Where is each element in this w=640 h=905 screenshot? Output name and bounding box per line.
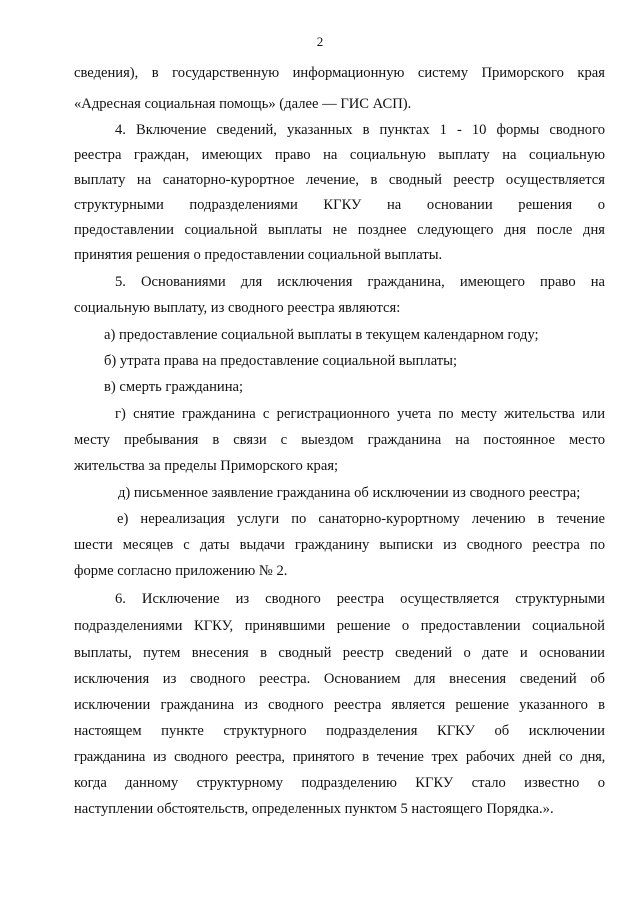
text-line: жительства за пределы Приморского края; xyxy=(74,458,339,474)
text-line: месту пребывания в связи с выездом гражданина на постоянное место xyxy=(74,432,605,448)
list-item-v: в) смерть гражданина; xyxy=(104,379,244,395)
list-item-e: е) нереализация услуги по санаторно-курортному лечению в течение xyxy=(117,511,605,527)
text-line: структурными подразделениями КГКУ на основании решения о xyxy=(74,197,605,213)
text-line: подразделениями КГКУ, принявшими решение о предоставлении социальной xyxy=(74,618,605,634)
paragraph-4-first-line: 4. Включение сведений, указанных в пунктах 1 - 10 формы сводного xyxy=(115,122,605,138)
text-line: принятия решения о предоставлении социальной выплаты. xyxy=(74,247,443,263)
text-line: «Адресная социальная помощь» (далее — ГИС АСП). xyxy=(74,96,412,112)
text-line: гражданина из сводного реестра, принятого в течение трех рабочих дней со дня, xyxy=(74,749,605,765)
text-line: исключении гражданина из сводного реестра является решение указанного в xyxy=(74,697,605,713)
list-item-d: д) письменное заявление гражданина об исключении из сводного реестра; xyxy=(118,485,581,501)
text-line: наступлении обстоятельств, определенных пунктом 5 настоящего Порядка.». xyxy=(74,801,554,817)
text-line: предоставлении социальной выплаты не позднее следующего дня после дня xyxy=(74,222,605,238)
list-item-a: а) предоставление социальной выплаты в текущем календарном году; xyxy=(104,327,539,343)
paragraph-5-first-line: 5. Основаниями для исключения гражданина, имеющего право на xyxy=(115,274,605,290)
text-line: форме согласно приложению № 2. xyxy=(74,563,288,579)
text-line: исключения из сводного реестра. Основанием для внесения сведений об xyxy=(74,671,605,687)
text-line: сведения), в государственную информационную систему Приморского края xyxy=(74,65,605,81)
text-line: выплату на санаторно-курортное лечение, в сводный реестр осуществляется xyxy=(74,172,605,188)
text-line: социальную выплату, из сводного реестра являются: xyxy=(74,300,401,316)
text-line: настоящем пункте структурного подразделения КГКУ об исключении xyxy=(74,723,605,739)
text-line: выплаты, путем внесения в сводный реестр сведений о дате и основании xyxy=(74,645,605,661)
text-line: когда данному структурному подразделению КГКУ стало известно о xyxy=(74,775,605,791)
text-line: шести месяцев с даты выдачи гражданину выписки из сводного реестра по xyxy=(74,537,605,553)
list-item-g: г) снятие гражданина с регистрационного учета по месту жительства или xyxy=(115,406,605,422)
paragraph-6-first-line: 6. Исключение из сводного реестра осуществляется структурными xyxy=(115,591,605,607)
list-item-b: б) утрата права на предоставление социальной выплаты; xyxy=(104,353,458,369)
text-line: реестра граждан, имеющих право на социальную выплату на социальную xyxy=(74,147,605,163)
page-number: 2 xyxy=(316,34,324,49)
